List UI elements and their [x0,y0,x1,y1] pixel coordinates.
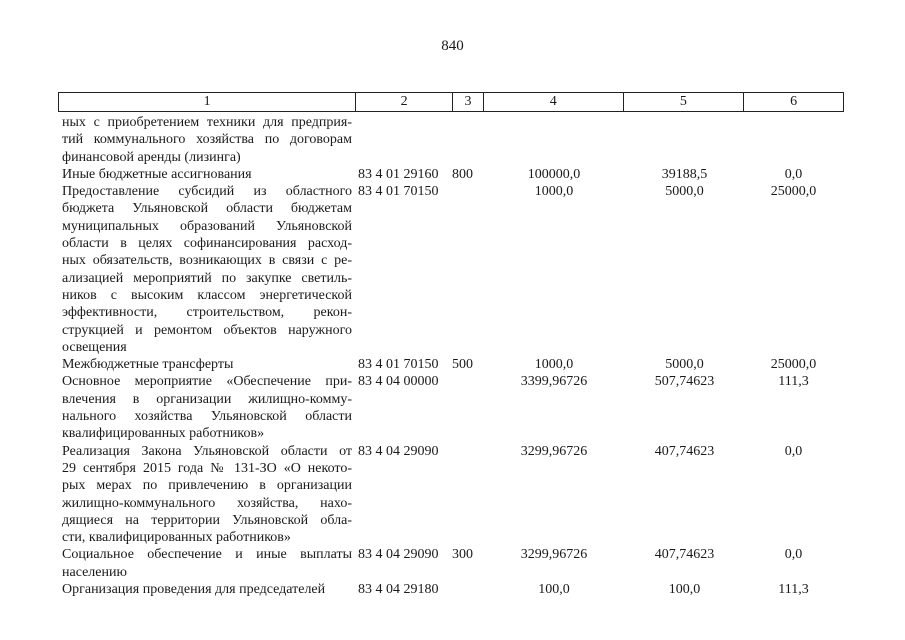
row-name-line: Межбюджетные трансферты [62,357,234,373]
row-vr: 300 [452,547,473,563]
column-header-2: 2 [356,93,453,111]
row-name-line: сти, квалифицированных работников» [62,530,291,546]
row-name-line: рых мерах по привлечению в организации [62,478,352,494]
row-value-2017: 5000,0 [665,184,704,200]
row-name [62,373,352,442]
row-name-line: квалифицированных работников» [62,426,265,442]
table-body [62,114,842,598]
row-code: 83 4 01 70150 [358,357,439,373]
column-header-3: 3 [453,93,484,111]
row-value-2017: 507,74623 [654,374,715,390]
column-header-4: 4 [484,93,624,111]
row-name-line: ных с приобретением техники для предприя- [62,115,352,130]
row-code: 83 4 04 00000 [358,374,439,390]
row-name-line: жилищно-коммунального хозяйства, нахо- [62,495,352,511]
row-code: 83 4 01 70150 [358,184,439,200]
row-name-line: области в целях софинансирования расход- [62,236,352,252]
row-value-2018: 0,0 [784,547,803,563]
table-row [62,581,842,598]
row-name [62,166,352,183]
row-name-line: Реализация Закона Ульяновской области от [62,443,352,459]
row-code: 83 4 04 29180 [358,582,439,598]
row-name-line: населению [62,564,127,580]
row-name-line: эффективности, строительством, рекон- [62,305,352,321]
table-row [62,546,842,581]
row-vr: 500 [452,357,473,373]
row-name-line: бюджета Ульяновской области бюджетам [62,201,352,217]
row-value-2016: 1000,0 [534,357,574,373]
row-name [62,581,352,598]
table-row [62,114,842,166]
row-value-2018: 111,3 [778,582,809,598]
table-row [62,356,842,373]
row-value-2018: 111,3 [778,374,809,390]
column-header-6: 6 [790,94,798,109]
row-code: 83 4 01 29160 [358,166,439,182]
page-number: 840 [441,38,464,54]
row-name-line: струкцией и ремонтом объектов наружного [62,322,352,338]
row-name-line: дящиеся на территории Ульяновской обла- [62,512,352,528]
row-value-2017: 5000,0 [665,357,704,373]
row-value-2018: 25000,0 [770,357,817,373]
row-value-2017: 39188,5 [661,166,708,182]
column-header-5: 5 [624,93,745,111]
row-name-line: муниципальных образований Ульяновской [62,218,352,234]
row-name [62,356,352,373]
row-value-2017: 407,74623 [654,443,715,459]
row-name [62,443,352,547]
row-name [62,546,352,581]
row-name-line: Предоставление субсидий из областного [62,184,352,200]
row-value-2017: 100,0 [668,582,701,598]
row-name-line: Организация проведения для председателей [62,582,326,598]
row-value-2016: 3299,96726 [520,547,588,563]
row-name-line: ных обязательств, возникающих в связи с ре- [62,253,352,269]
row-value-2018: 0,0 [784,166,803,182]
row-code: 83 4 04 29090 [358,547,439,563]
table-row [62,166,842,183]
row-value-2016: 1000,0 [534,184,574,200]
row-name-line: Иные бюджетные ассигнования [62,166,252,182]
column-header-1: 1 [59,93,356,111]
row-name-line: освещения [62,339,127,355]
table-row [62,373,842,442]
row-name-line: Социальное обеспечение и иные выплаты [62,547,352,563]
row-value-2018: 0,0 [784,443,803,459]
row-value-2016: 100,0 [538,582,570,598]
table-row [62,183,842,356]
row-value-2018: 25000,0 [770,184,817,200]
row-code: 83 4 04 29090 [358,443,439,459]
row-vr: 800 [452,166,473,182]
row-name [62,183,352,356]
row-name-line: нального хозяйства Ульяновской области [62,409,352,425]
row-name-line: 29 сентября 2015 года № 131-ЗО «О некото- [62,460,352,476]
row-value-2017: 407,74623 [654,547,715,563]
row-name-line: ализацией мероприятий по закупке светиль- [62,270,352,286]
table-row [62,443,842,547]
row-name-line: финансовой аренды (лизинга) [62,149,241,165]
row-name-line: тий коммунального хозяйства по договорам [62,132,352,148]
row-name-line: ников с высоким классом энергетической [62,287,352,303]
row-name-line: влечения в организации жилищно-комму- [62,391,352,407]
row-value-2016: 3399,96726 [520,374,588,390]
table-header [58,92,844,112]
row-value-2016: 100000,0 [527,166,581,182]
row-name-line: Основное мероприятие «Обеспечение при- [62,374,352,390]
row-value-2016: 3299,96726 [520,443,588,459]
row-name [62,114,352,166]
